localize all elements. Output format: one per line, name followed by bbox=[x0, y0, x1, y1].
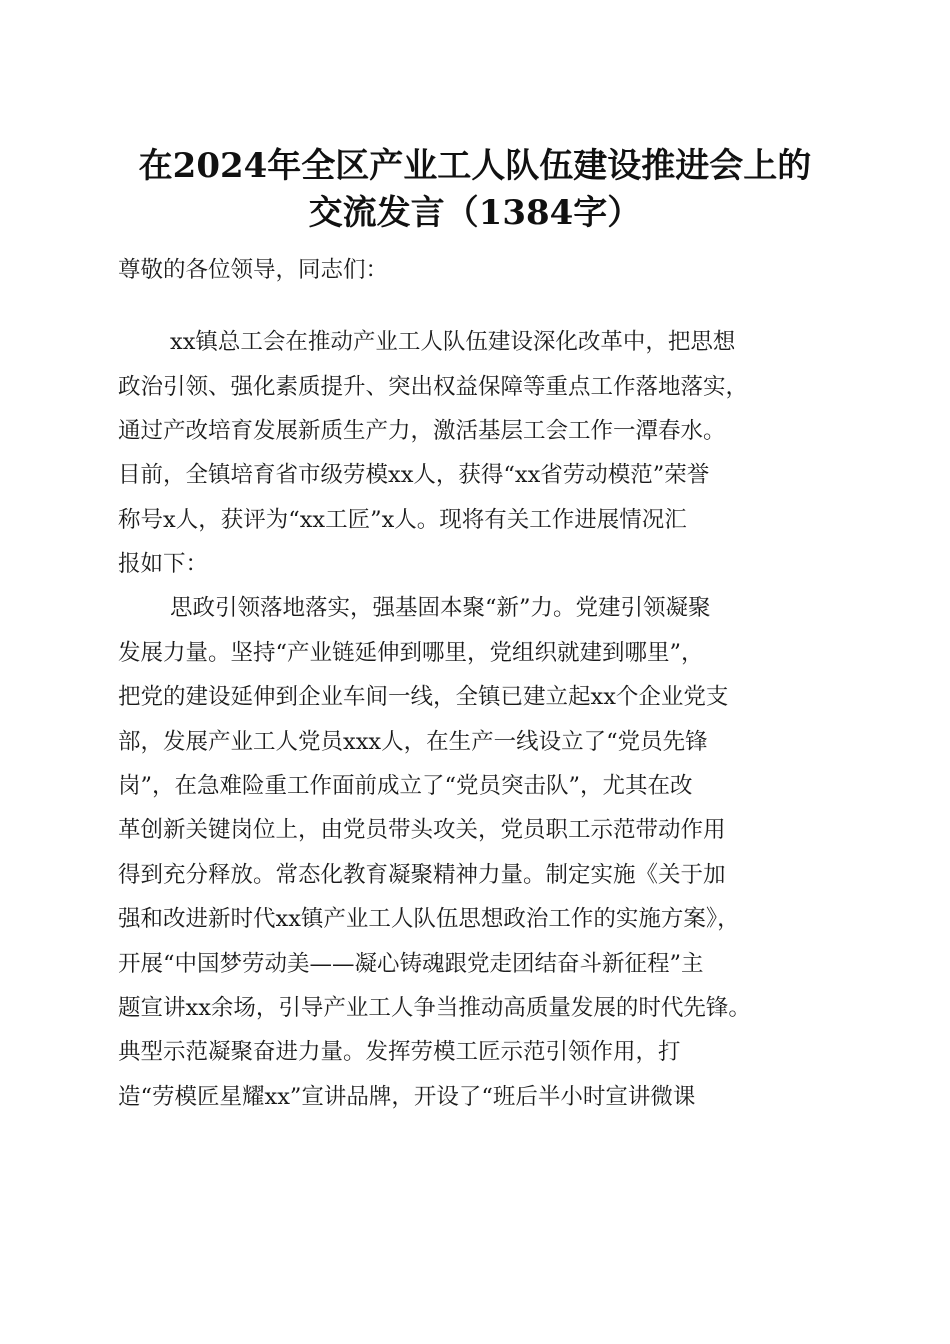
paragraph-line: 造“劳模匠星耀xx”宣讲品牌，开设了“班后半小时宣讲微课 bbox=[118, 1084, 696, 1110]
paragraph-line: 题宣讲xx余场，引导产业工人争当推动高质量发展的时代先锋。 bbox=[118, 995, 751, 1021]
paragraph-line: 得到充分释放。常态化教育凝聚精神力量。制定实施《关于加 bbox=[118, 862, 726, 888]
paragraph-line: 把党的建设延伸到企业车间一线，全镇已建立起xx个企业党支 bbox=[118, 684, 729, 710]
paragraph-line: 政治引领、强化素质提升、突出权益保障等重点工作落地落实， bbox=[118, 374, 749, 400]
paragraph-line: 报如下： bbox=[118, 551, 209, 577]
document-title-line-2: 交流发言（1384字） bbox=[308, 193, 642, 233]
paragraph-line: 思政引领落地落实，强基固本聚“新”力。党建引领凝聚 bbox=[170, 595, 711, 621]
document-title-line-1: 在2024年全区产业工人队伍建设推进会上的 bbox=[138, 146, 812, 186]
paragraph-line: 强和改进新时代xx镇产业工人队伍思想政治工作的实施方案》， bbox=[118, 906, 740, 932]
paragraph-line: 开展“中国梦劳动美——凝心铸魂跟党走团结奋斗新征程”主 bbox=[118, 951, 704, 977]
paragraph-line: 发展力量。坚持“产业链延伸到哪里，党组织就建到哪里”， bbox=[118, 640, 704, 666]
paragraph-line: 称号x人，获评为“xx工匠”x人。现将有关工作进展情况汇 bbox=[118, 507, 687, 533]
paragraph-line: 岗”，在急难险重工作面前成立了“党员突击队”，尤其在改 bbox=[118, 773, 693, 799]
paragraph-line: 革创新关键岗位上，由党员带头攻关，党员职工示范带动作用 bbox=[118, 817, 726, 843]
paragraph-line: 部，发展产业工人党员xxx人，在生产一线设立了“党员先锋 bbox=[118, 729, 708, 755]
paragraph-line: 通过产改培育发展新质生产力，激活基层工会工作一潭春水。 bbox=[118, 418, 726, 444]
salutation: 尊敬的各位领导，同志们： bbox=[118, 257, 389, 283]
paragraph-line: 目前，全镇培育省市级劳模xx人，获得“xx省劳动模范”荣誉 bbox=[118, 462, 710, 488]
paragraph-line: xx镇总工会在推动产业工人队伍建设深化改革中，把思想 bbox=[170, 329, 736, 355]
paragraph-line: 典型示范凝聚奋进力量。发挥劳模工匠示范引领作用，打 bbox=[118, 1039, 681, 1065]
